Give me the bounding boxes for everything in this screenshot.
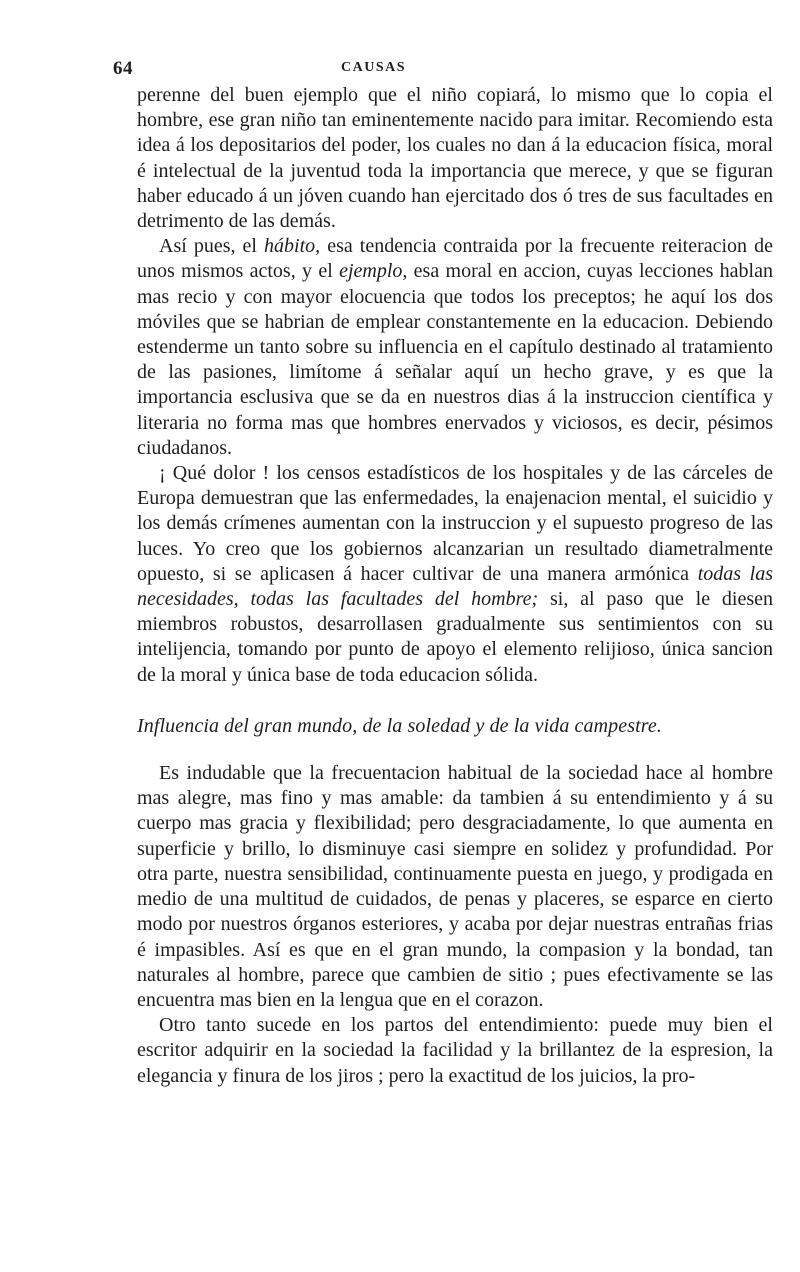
paragraph-2-text-a: Así pues, el <box>159 235 265 258</box>
section-heading: Influencia del gran mundo, de la soledad y de la vida campestre. <box>137 714 662 737</box>
paragraph-2-text-b: esa tendencia contraida por la frecuente reiteracion de unos mismos actos, y el <box>137 235 773 283</box>
term-habito: hábito, <box>264 235 321 258</box>
paragraph-3-text-b: si, al paso que le diesen miembros robustos, desarrollasen gradualmente sus sentimientos con su intelijencia, tomando por punto de apoyo el elemento relijioso, única sancion de la moral y única base de toda educacion sólida. <box>137 588 773 686</box>
paragraph-4: Es indudable que la frecuentacion habitual de la sociedad hace al hombre mas alegre, mas fino y mas amable: da tambien á su entendimiento y á su cuerpo mas gracia y flexibilidad; pero desgraciadamente, lo que aumenta en superficie y brillo, lo disminuye casi siempre en solidez y profundidad. Por otra parte, nuestra sensibilidad, continuamente puesta en juego, y prodigada en medio de una multitud de cuidados, de penas y placeres, se esparce en cierto modo por nuestros órganos esteriores, y acaba por dejar nuestras entrañas frias é impasibles. Así es que en el gran mundo, la compasion y la bondad, tan naturales al hombre, parece que cambien de sitio ; pues efectivamente se las encuentra mas bien en la lengua que en el corazon. <box>137 762 773 1011</box>
running-head <box>113 58 773 82</box>
paragraph-3 <box>137 461 773 688</box>
paragraph-3-emphasis: todas las necesidades, todas las facultades del hombre; <box>137 562 773 611</box>
paragraph-2-text-c: esa moral en accion, cuyas lecciones hablan mas recio y con mayor elocuencia que todos los preceptos; he aquí los dos móviles que se habrian de emplear constantemente en la educacion. Debiendo estenderme un tanto sobre su influencia en el capítulo destinado al tratamiento de las pasiones, limítome á señalar aquí un hecho grave, y es que la importancia esclusiva que se da en nuestros dias á la instruccion científica y literaria no forma mas que hombres enervados y viciosos, es decir, pésimos ciudadanos. <box>137 260 773 459</box>
paragraph-1: perenne del buen ejemplo que el niño copiará, lo mismo que lo copia el hombre, ese gran niño tan eminentemente nacido para imitar. Recomiendo esta idea á los depositarios del poder, los cuales no dan á la educacion física, moral é intelectual de la juventud toda la importancia que merece, y que se figuran haber educado á un jóven cuando han ejercitado dos ó tres de sus facultades en detrimento de las demás. <box>137 84 773 233</box>
term-ejemplo: ejemplo, <box>339 260 408 283</box>
running-title: CAUSAS <box>341 60 407 75</box>
page-number: 64 <box>113 58 133 79</box>
paragraph-5: Otro tanto sucede en los partos del entendimiento: puede muy bien el escritor adquirir en la sociedad la facilidad y la brillantez de la espresion, la elegancia y finura de los jiros ; pero la exactitud de los juicios, la pro- <box>137 1014 773 1087</box>
paragraph-2 <box>137 234 773 461</box>
body-text <box>137 83 773 1089</box>
paragraph-3-text-a: ¡ Qué dolor ! los censos estadísticos de los hospitales y de las cárceles de Europa demuestran que las enfermedades, la enajenacion mental, el suicidio y los demás crímenes aumentan con la instruccion y el supuesto progreso de las luces. Yo creo que los gobiernos alcanzarian un resultado diametralmente opuesto, si se aplicasen á hacer cultivar de una manera armónica <box>137 462 773 585</box>
